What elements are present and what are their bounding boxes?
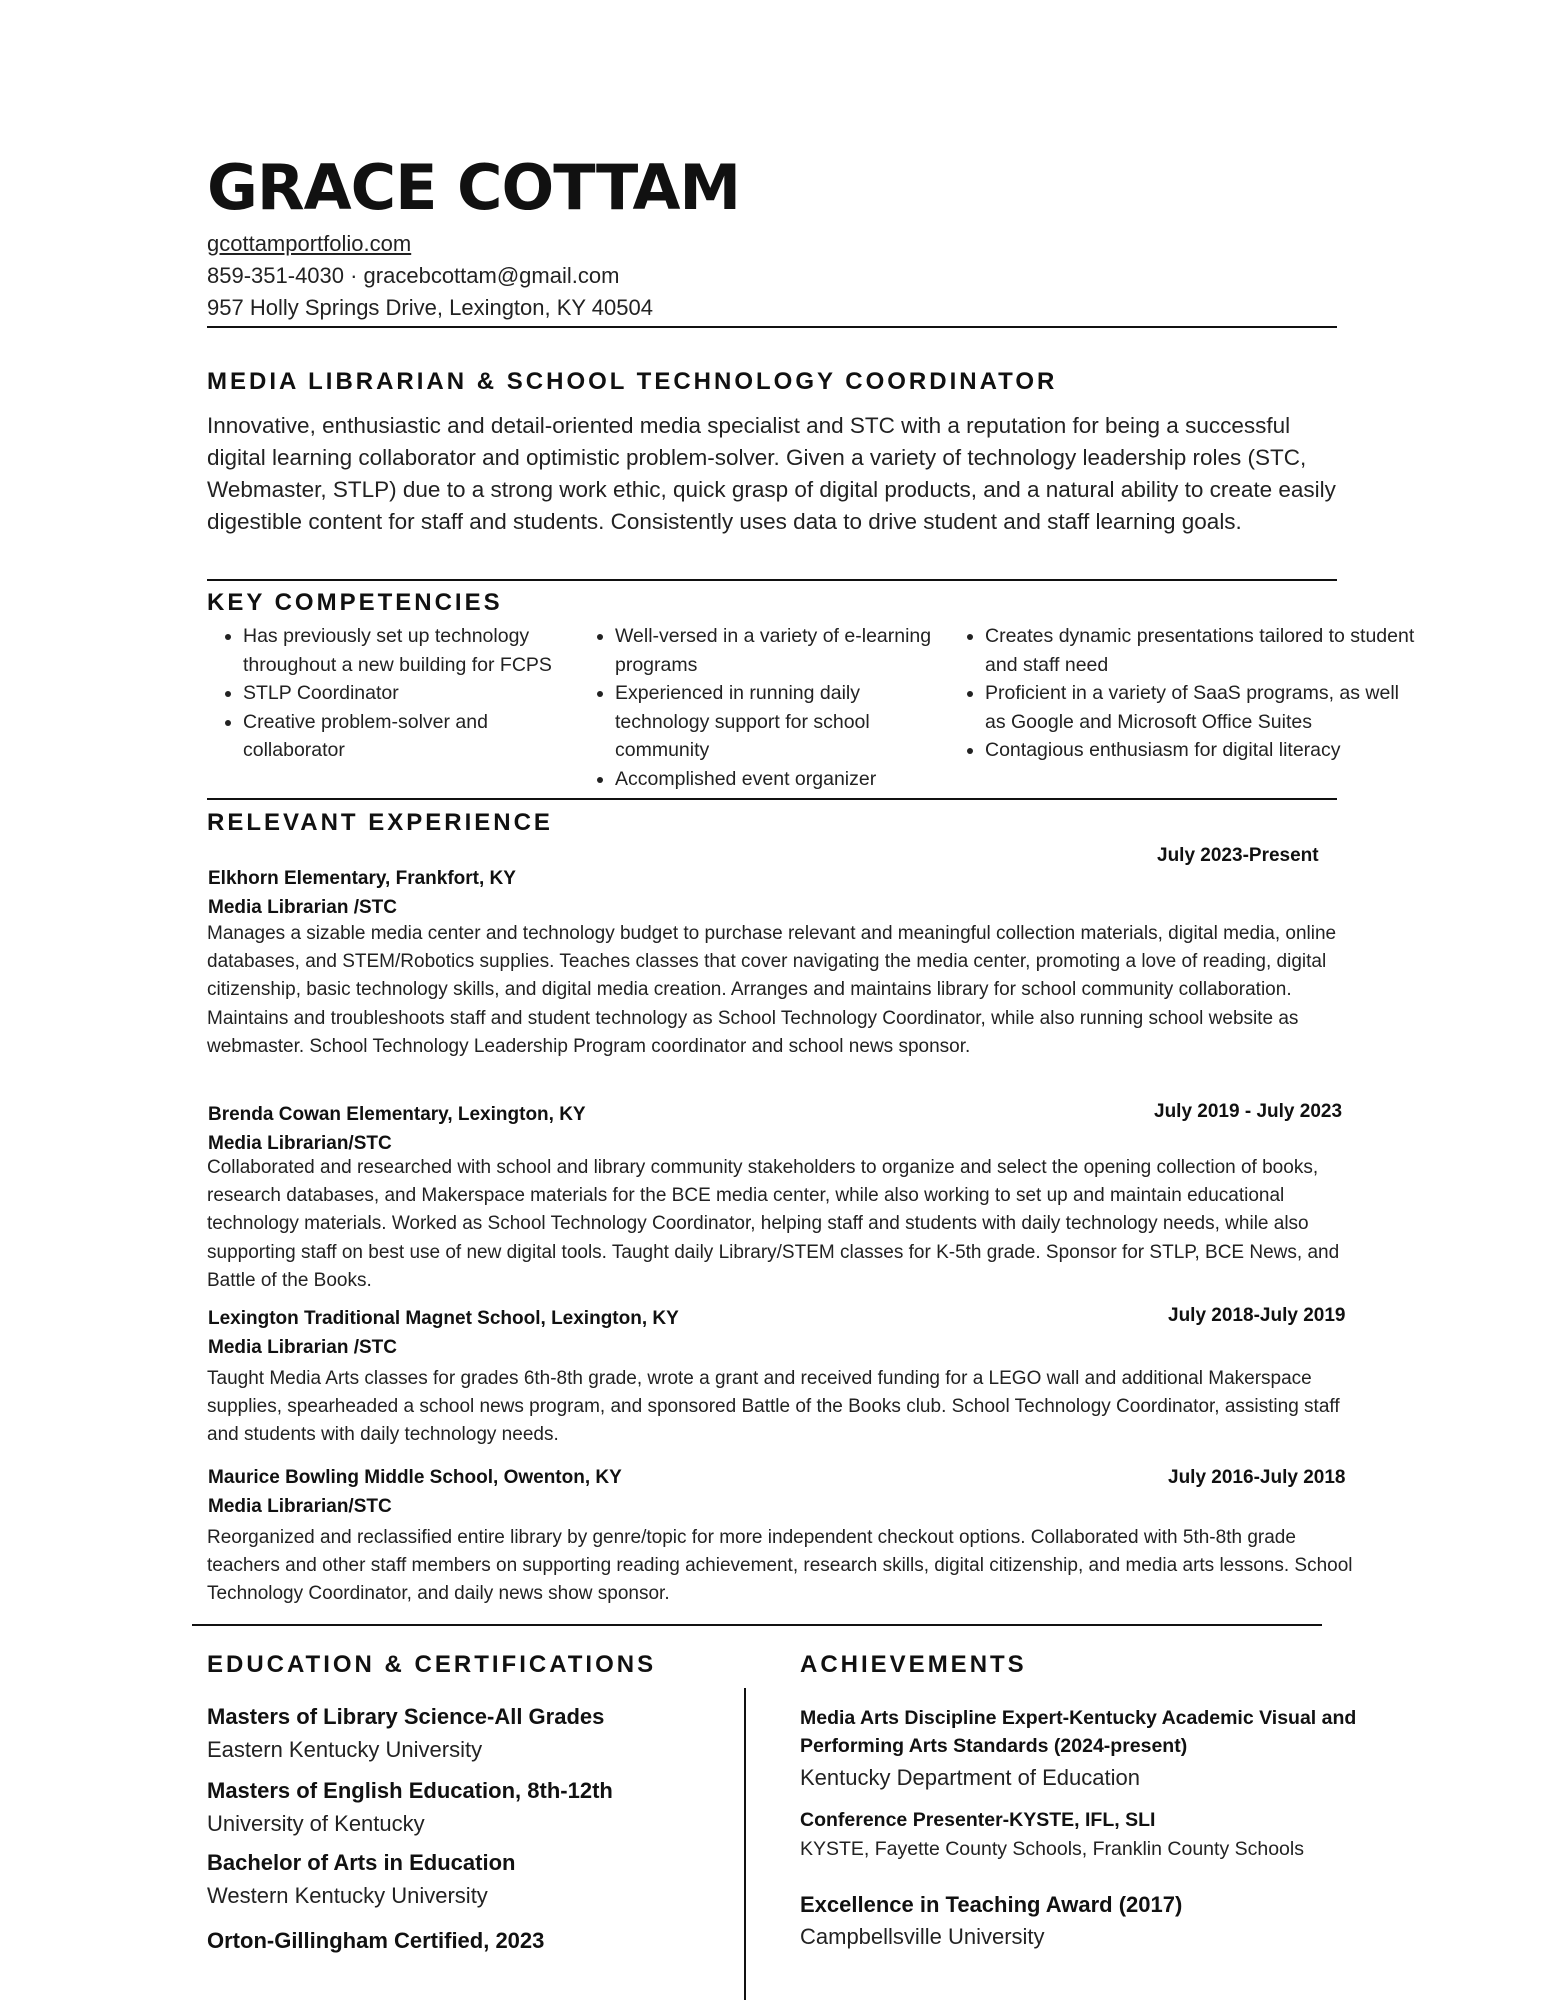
- competency-item: • Creative problem-solver and collaborator: [243, 708, 593, 765]
- achievement-title: Conference Presenter-KYSTE, IFL, SLI: [800, 1809, 1156, 1831]
- degree-school: Eastern Kentucky University: [207, 1737, 483, 1762]
- job-dates: July 2016-July 2018: [1168, 1467, 1346, 1488]
- degree-title: Masters of English Education, 8th-12th: [207, 1778, 613, 1803]
- degree-school: Western Kentucky University: [207, 1883, 488, 1908]
- achievement-title: Excellence in Teaching Award (2017): [800, 1892, 1183, 1917]
- competencies-col-1: [207, 622, 593, 765]
- job-description: Manages a sizable media center and technology budget to purchase relevant and meaningful collection materials, digital media, online databases, and STEM/Robotics supplies. Teaches classes that cover navigating the media center, promoting a love of reading, digital citizenship, basic technology skills, and digital media creation. Arranges and maintains library for school community collaboration. Maintains and troubleshoots staff and student technology as School Technology Coordinator, while also running school website as webmaster. School Technology Leadership Program coordinator and school news sponsor.: [207, 923, 1337, 1057]
- competency-item: • Has previously set up technology throughout a new building for FCPS: [243, 622, 593, 679]
- job-role: Media Librarian /STC: [208, 1337, 397, 1358]
- competencies-title: KEY COMPETENCIES: [207, 589, 503, 616]
- job-organization: Brenda Cowan Elementary, Lexington, KY: [208, 1104, 586, 1125]
- achievement-source: Kentucky Department of Education: [800, 1765, 1140, 1790]
- objective-divider: [207, 579, 1337, 581]
- job-role: Media Librarian /STC: [208, 897, 397, 918]
- competencies-col-3: [949, 622, 1425, 765]
- degree-title: Masters of Library Science-All Grades: [207, 1704, 605, 1729]
- degree-title: Bachelor of Arts in Education: [207, 1850, 516, 1875]
- job-organization: Maurice Bowling Middle School, Owenton, KY: [208, 1467, 622, 1488]
- objective-title: MEDIA LIBRARIAN & SCHOOL TECHNOLOGY COORDINATOR: [207, 368, 1058, 395]
- job-description: Taught Media Arts classes for grades 6th-8th grade, wrote a grant and received funding for a LEGO wall and additional Makerspace supplies, spearheaded a school news program, and sponsored Battle of the Books club. School Technology Coordinator, assisting staff and students with daily technology needs.: [207, 1368, 1340, 1446]
- job-description: Reorganized and reclassified entire library by genre/topic for more independent checkout options. Collaborated with 5th-8th grade teachers and other staff members on supporting reading achievement, research skills, digital citizenship, and media arts lessons. School Technology Coordinator, and daily news show sponsor.: [207, 1527, 1353, 1605]
- header-divider: [207, 326, 1337, 328]
- competency-item: • Proficient in a variety of SaaS programs, as well as Google and Microsoft Office Suites: [985, 679, 1425, 736]
- phone-email: 859-351-4030 · gracebcottam@gmail.com: [207, 263, 620, 288]
- achievement-title: Media Arts Discipline Expert-Kentucky Academic Visual and Performing Arts Standards (2024-present): [800, 1707, 1357, 1757]
- competency-item: • Accomplished event organizer: [615, 765, 955, 794]
- competency-item: • Well-versed in a variety of e-learning programs: [615, 622, 955, 679]
- achievements-title: ACHIEVEMENTS: [800, 1651, 1027, 1678]
- competencies-divider: [207, 798, 1337, 800]
- job-role: Media Librarian/STC: [208, 1133, 392, 1154]
- achievement-source: Campbellsville University: [800, 1924, 1045, 1949]
- competency-item: • Creates dynamic presentations tailored to student and staff need: [985, 622, 1425, 679]
- portfolio-link[interactable]: gcottamportfolio.com: [207, 231, 412, 256]
- column-divider: [744, 1688, 746, 2000]
- job-organization: Lexington Traditional Magnet School, Lexington, KY: [208, 1308, 679, 1329]
- competency-item: • Experienced in running daily technology support for school community: [615, 679, 955, 765]
- competency-item: • STLP Coordinator: [243, 679, 593, 708]
- degree-school: University of Kentucky: [207, 1811, 425, 1836]
- experience-divider: [192, 1624, 1322, 1626]
- candidate-name: GRACE COTTAM: [207, 151, 741, 224]
- job-dates: July 2019 - July 2023: [1154, 1101, 1343, 1122]
- competencies-col-2: [579, 622, 955, 793]
- experience-title: RELEVANT EXPERIENCE: [207, 809, 553, 836]
- summary-text: Innovative, enthusiastic and detail-oriented media specialist and STC with a reputation for being a successful digital learning collaborator and optimistic problem-solver. Given a variety of technology leadership roles (STC, Webmaster, STLP) due to a strong work ethic, quick grasp of digital products, and a natural ability to create easily digestible content for staff and students. Consistently uses data to drive student and staff learning goals.: [207, 413, 1336, 534]
- education-title: EDUCATION & CERTIFICATIONS: [207, 1651, 657, 1678]
- job-description: Collaborated and researched with school and library community stakeholders to organize and select the opening collection of books, research databases, and Makerspace materials for the BCE media center, while also working to set up and maintain educational technology materials. Worked as School Technology Coordinator, helping staff and students with daily technology needs, while also supporting staff on best use of new digital tools. Taught daily Library/STEM classes for K-5th grade. Sponsor for STLP, BCE News, and Battle of the Books.: [207, 1157, 1340, 1291]
- competency-item: • Contagious enthusiasm for digital literacy: [985, 736, 1425, 765]
- job-organization: Elkhorn Elementary, Frankfort, KY: [208, 868, 516, 889]
- job-dates: July 2023-Present: [1157, 845, 1319, 866]
- job-role: Media Librarian/STC: [208, 1496, 392, 1517]
- achievement-source: KYSTE, Fayette County Schools, Franklin County Schools: [800, 1838, 1304, 1860]
- address: 957 Holly Springs Drive, Lexington, KY 40504: [207, 295, 653, 320]
- job-dates: July 2018-July 2019: [1168, 1305, 1346, 1326]
- certification-title: Orton-Gillingham Certified, 2023: [207, 1928, 545, 1953]
